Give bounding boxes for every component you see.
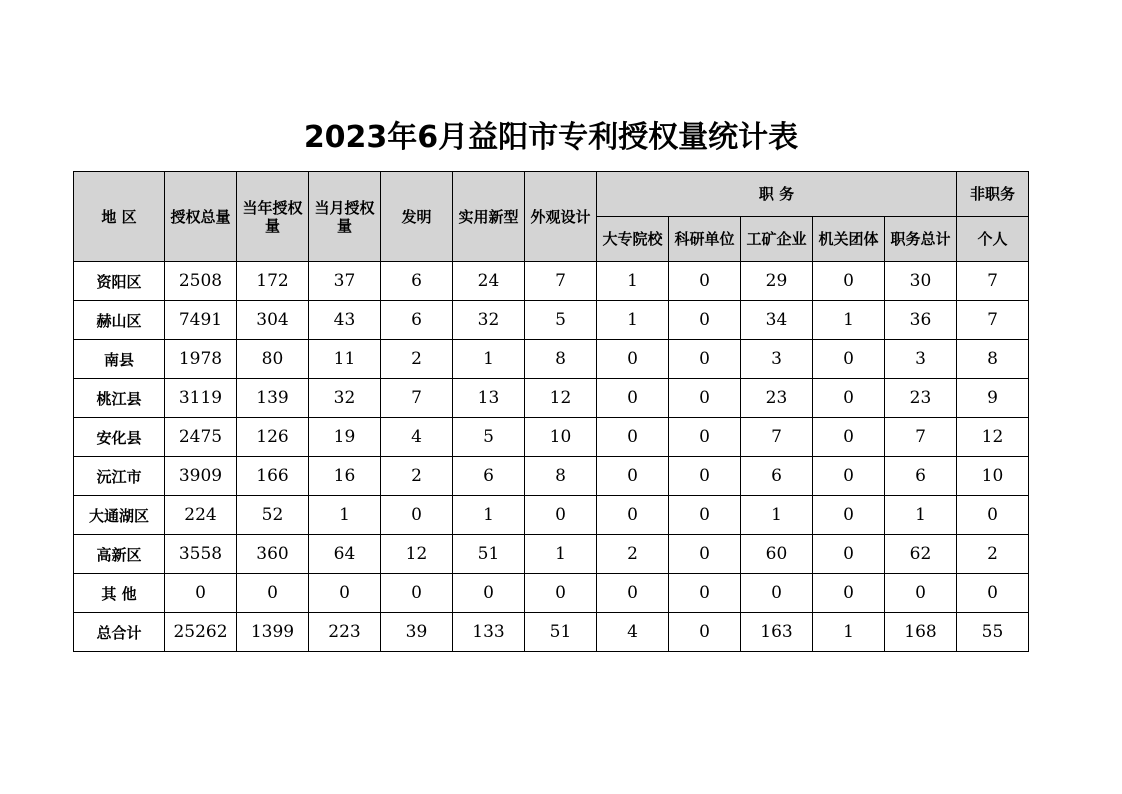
value-cell: 13 — [453, 379, 525, 418]
header-college: 大专院校 — [597, 217, 669, 262]
value-cell: 32 — [309, 379, 381, 418]
value-cell: 0 — [957, 496, 1029, 535]
value-cell: 0 — [669, 418, 741, 457]
patent-statistics-table — [73, 171, 1029, 652]
value-cell: 32 — [453, 301, 525, 340]
value-cell: 0 — [381, 496, 453, 535]
value-cell: 1 — [597, 262, 669, 301]
value-cell: 0 — [813, 496, 885, 535]
value-cell: 0 — [813, 262, 885, 301]
value-cell: 224 — [165, 496, 237, 535]
value-cell: 0 — [237, 574, 309, 613]
value-cell: 0 — [741, 574, 813, 613]
value-cell: 0 — [669, 301, 741, 340]
value-cell: 4 — [597, 613, 669, 652]
value-cell: 0 — [165, 574, 237, 613]
value-cell: 0 — [669, 379, 741, 418]
header-design: 外观设计 — [525, 172, 597, 262]
value-cell: 0 — [597, 340, 669, 379]
value-cell: 43 — [309, 301, 381, 340]
value-cell: 0 — [813, 340, 885, 379]
value-cell: 39 — [381, 613, 453, 652]
region-cell: 南县 — [74, 340, 165, 379]
header-duty-group: 职 务 — [597, 172, 957, 217]
value-cell: 126 — [237, 418, 309, 457]
value-cell: 51 — [453, 535, 525, 574]
value-cell: 1 — [813, 301, 885, 340]
value-cell: 0 — [309, 574, 381, 613]
value-cell: 1 — [813, 613, 885, 652]
value-cell: 6 — [381, 301, 453, 340]
value-cell: 163 — [741, 613, 813, 652]
region-cell: 高新区 — [74, 535, 165, 574]
value-cell: 0 — [813, 418, 885, 457]
value-cell: 0 — [813, 379, 885, 418]
table-row — [74, 574, 1029, 613]
value-cell: 10 — [957, 457, 1029, 496]
value-cell: 7 — [957, 301, 1029, 340]
value-cell: 0 — [669, 340, 741, 379]
value-cell: 3 — [741, 340, 813, 379]
header-duty-total: 职务总计 — [885, 217, 957, 262]
region-cell: 安化县 — [74, 418, 165, 457]
value-cell: 0 — [957, 574, 1029, 613]
value-cell: 304 — [237, 301, 309, 340]
value-cell: 8 — [525, 340, 597, 379]
value-cell: 0 — [669, 496, 741, 535]
value-cell: 0 — [813, 535, 885, 574]
region-cell: 大通湖区 — [74, 496, 165, 535]
header-utility: 实用新型 — [453, 172, 525, 262]
value-cell: 1 — [309, 496, 381, 535]
header-year: 当年授权量 — [237, 172, 309, 262]
value-cell: 29 — [741, 262, 813, 301]
table-body — [74, 262, 1029, 652]
table-row — [74, 340, 1029, 379]
value-cell: 1 — [453, 340, 525, 379]
value-cell: 3119 — [165, 379, 237, 418]
value-cell: 2508 — [165, 262, 237, 301]
value-cell: 6 — [381, 262, 453, 301]
value-cell: 25262 — [165, 613, 237, 652]
value-cell: 23 — [885, 379, 957, 418]
region-cell: 其 他 — [74, 574, 165, 613]
value-cell: 30 — [885, 262, 957, 301]
table-row — [74, 301, 1029, 340]
value-cell: 7 — [741, 418, 813, 457]
value-cell: 55 — [957, 613, 1029, 652]
value-cell: 3909 — [165, 457, 237, 496]
value-cell: 0 — [525, 496, 597, 535]
value-cell: 2 — [381, 457, 453, 496]
region-cell: 总合计 — [74, 613, 165, 652]
region-cell: 桃江县 — [74, 379, 165, 418]
value-cell: 9 — [957, 379, 1029, 418]
value-cell: 16 — [309, 457, 381, 496]
value-cell: 10 — [525, 418, 597, 457]
value-cell: 8 — [957, 340, 1029, 379]
header-enterprise: 工矿企业 — [741, 217, 813, 262]
value-cell: 172 — [237, 262, 309, 301]
value-cell: 6 — [453, 457, 525, 496]
value-cell: 0 — [669, 535, 741, 574]
value-cell: 6 — [885, 457, 957, 496]
value-cell: 0 — [669, 262, 741, 301]
value-cell: 8 — [525, 457, 597, 496]
value-cell: 23 — [741, 379, 813, 418]
region-cell: 赫山区 — [74, 301, 165, 340]
table-row — [74, 613, 1029, 652]
value-cell: 5 — [525, 301, 597, 340]
value-cell: 12 — [381, 535, 453, 574]
table-row — [74, 379, 1029, 418]
value-cell: 2 — [381, 340, 453, 379]
value-cell: 139 — [237, 379, 309, 418]
value-cell: 7 — [957, 262, 1029, 301]
value-cell: 1 — [885, 496, 957, 535]
value-cell: 1978 — [165, 340, 237, 379]
value-cell: 168 — [885, 613, 957, 652]
value-cell: 60 — [741, 535, 813, 574]
value-cell: 62 — [885, 535, 957, 574]
value-cell: 0 — [597, 457, 669, 496]
value-cell: 7491 — [165, 301, 237, 340]
region-cell: 沅江市 — [74, 457, 165, 496]
value-cell: 11 — [309, 340, 381, 379]
value-cell: 166 — [237, 457, 309, 496]
value-cell: 0 — [597, 418, 669, 457]
value-cell: 0 — [525, 574, 597, 613]
value-cell: 4 — [381, 418, 453, 457]
header-invention: 发明 — [381, 172, 453, 262]
value-cell: 0 — [885, 574, 957, 613]
value-cell: 12 — [525, 379, 597, 418]
value-cell: 34 — [741, 301, 813, 340]
value-cell: 0 — [813, 574, 885, 613]
value-cell: 0 — [597, 574, 669, 613]
value-cell: 5 — [453, 418, 525, 457]
value-cell: 1 — [741, 496, 813, 535]
value-cell: 64 — [309, 535, 381, 574]
table-row — [74, 457, 1029, 496]
value-cell: 2 — [957, 535, 1029, 574]
value-cell: 0 — [381, 574, 453, 613]
value-cell: 19 — [309, 418, 381, 457]
value-cell: 1 — [453, 496, 525, 535]
value-cell: 37 — [309, 262, 381, 301]
value-cell: 3558 — [165, 535, 237, 574]
header-nonduty-group: 非职务 — [957, 172, 1029, 217]
value-cell: 0 — [453, 574, 525, 613]
page-title: 2023年6月益阳市专利授权量统计表 — [303, 120, 799, 155]
value-cell: 133 — [453, 613, 525, 652]
value-cell: 52 — [237, 496, 309, 535]
header-month: 当月授权量 — [309, 172, 381, 262]
value-cell: 6 — [741, 457, 813, 496]
value-cell: 51 — [525, 613, 597, 652]
table-row — [74, 418, 1029, 457]
value-cell: 0 — [597, 379, 669, 418]
value-cell: 7 — [525, 262, 597, 301]
value-cell: 7 — [381, 379, 453, 418]
value-cell: 0 — [597, 496, 669, 535]
value-cell: 360 — [237, 535, 309, 574]
value-cell: 7 — [885, 418, 957, 457]
table-row — [74, 535, 1029, 574]
value-cell: 1399 — [237, 613, 309, 652]
header-institution: 机关团体 — [813, 217, 885, 262]
value-cell: 0 — [669, 574, 741, 613]
header-region: 地 区 — [74, 172, 165, 262]
header-individual: 个人 — [957, 217, 1029, 262]
value-cell: 0 — [669, 457, 741, 496]
header-total: 授权总量 — [165, 172, 237, 262]
value-cell: 0 — [669, 613, 741, 652]
value-cell: 36 — [885, 301, 957, 340]
value-cell: 3 — [885, 340, 957, 379]
value-cell: 1 — [597, 301, 669, 340]
value-cell: 0 — [813, 457, 885, 496]
header-research: 科研单位 — [669, 217, 741, 262]
table-row — [74, 496, 1029, 535]
value-cell: 2475 — [165, 418, 237, 457]
header-row-1 — [74, 172, 1029, 217]
value-cell: 80 — [237, 340, 309, 379]
value-cell: 1 — [525, 535, 597, 574]
table-row — [74, 262, 1029, 301]
value-cell: 24 — [453, 262, 525, 301]
region-cell: 资阳区 — [74, 262, 165, 301]
value-cell: 223 — [309, 613, 381, 652]
value-cell: 12 — [957, 418, 1029, 457]
value-cell: 2 — [597, 535, 669, 574]
